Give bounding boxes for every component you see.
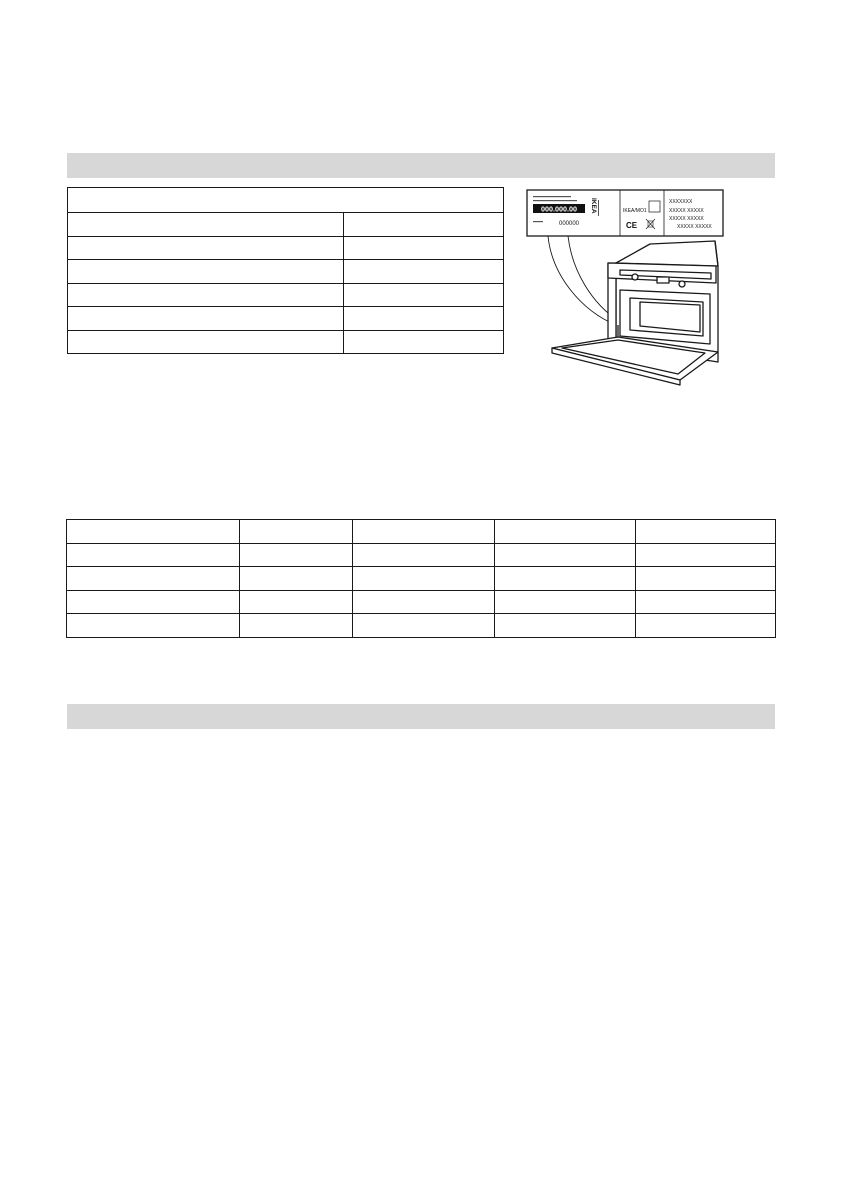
spec-line: XXXXX XXXXX <box>669 208 704 214</box>
spec-line: XXXXXXX <box>669 199 693 205</box>
article-number: 000.000.00 <box>541 204 577 214</box>
table-row <box>68 260 504 284</box>
table-row <box>68 330 504 354</box>
table-row <box>68 213 504 237</box>
product-spec-table <box>67 187 504 354</box>
table-row <box>67 590 776 614</box>
section-header-bar <box>67 704 775 729</box>
table-row <box>68 307 504 331</box>
spec-line: XXXXX XXXXX <box>669 216 704 222</box>
table-row <box>67 543 776 567</box>
table-row <box>68 236 504 260</box>
spec-line: XXXXX XXXXX <box>677 224 712 230</box>
table-row <box>68 283 504 307</box>
serial-number: 000000 <box>559 221 580 227</box>
oven-rating-plate-illustration <box>520 186 725 386</box>
spec-table-header-cell <box>68 188 504 213</box>
ikea-logo: IKEA <box>590 198 597 214</box>
table-row <box>67 520 776 544</box>
product-info-table <box>66 519 776 638</box>
section-header-bar <box>67 153 775 178</box>
ce-mark: CE <box>626 221 638 230</box>
table-row <box>67 614 776 638</box>
table-row <box>67 567 776 591</box>
brand-model: IKEA/MO1 <box>623 208 647 214</box>
